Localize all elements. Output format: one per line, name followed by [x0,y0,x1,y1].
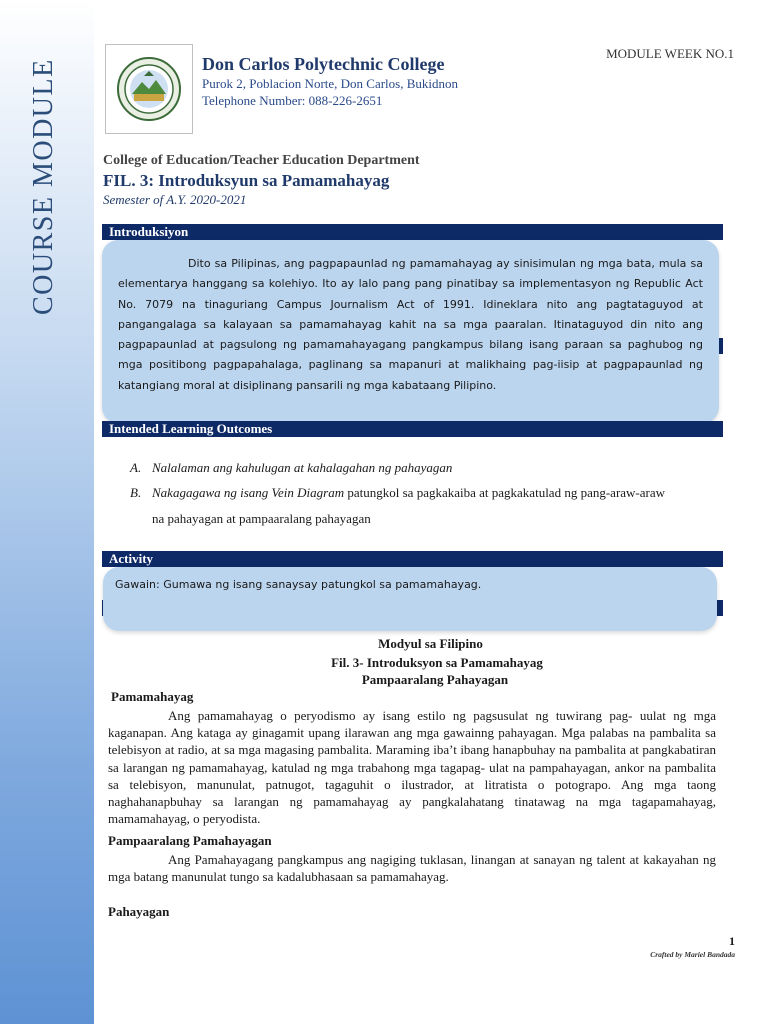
activity-heading-bar [102,551,723,567]
module-subtitle-2: Pampaaralang Pahayagan [361,672,509,687]
section-heading: Pahayagan [108,904,170,919]
section-heading: Pamamahayag [111,689,194,704]
module-title: Modyul sa Filipino [378,636,483,651]
college-seal-icon [116,56,182,122]
credit-line: Crafted by Mariel Bandada [650,950,735,959]
outcomes-heading-bar [102,421,723,437]
outcome-a [130,460,452,476]
college-logo [105,44,193,134]
college-telephone: Telephone Number: 088-226-2651 [202,93,383,108]
section-paragraph: Ang pamamahayag o peryodismo ay isang estilo ng pagsusulat ng tuwirang pag- uulat ng mga kaganapan. Ang kataga ay ginagamit upang ilarawan ang mga gawainng pahayagan. Mga palabas na pambalita sa telebisyon at radio, at sa mga magasing pambalita. Maraming iba’t ibang hanapbuhay na pambalita at pangkabatiran sa larangan ng pamamahayag, katulad ng mga trabahong mga tagapag- ulat na pampahayagan, ankor na pambalita sa telebisyon, manunulat, patnugot, tagaguhit o ilustrador, at litratista o potograpo. Ang mga taong naghahanapbuhay sa larangan ng pamamahayag ay pangkalahatang tinatawag na mga tagapamahayag, mamamahayag, o peryodista. [108,708,716,827]
introduction-heading-bar [102,224,723,240]
outcomes-heading: Intended Learning Outcomes [109,421,273,436]
department: College of Education/Teacher Education Department [103,153,420,168]
introduction-box [102,240,719,423]
activity-text: Gawain: Gumawa ng isang sanaysay patungkol sa pamamahayag. [115,578,482,591]
college-name: Don Carlos Polytechnic College [202,54,445,74]
outcome-text-italic: Nakagagawa ng isang Vein Diagram [152,485,345,500]
introduction-heading: Introduksiyon [109,224,189,239]
course-title: FIL. 3: Introduksyun sa Pamamahayag [103,171,390,190]
outcome-letter: B. [130,485,142,500]
activity-heading: Activity [109,551,154,566]
section-heading: Pampaaralang Pamahayagan [108,833,272,848]
module-week: MODULE WEEK NO.1 [606,46,734,61]
outcome-b [130,485,665,501]
introduction-text: Dito sa Pilipinas, ang pagpapaunlad ng pamamahayag ay sinisimulan ng mga bata, mula sa elementarya hanggang sa kolehiyo. Ito ay lalo pang pang pinatibay sa implementasyon ng Republic Act No. 7079 na tinaguriang Campus Journalism Act of 1991. Idineklara nito ang pagtataguyod at pangangalaga sa kalayaan sa pamamahayag kahit na sa mga paaralan. Itinataguyod din nito ang pagpapaunlad at pagsulong ng pamamahayagang pangkampus bilang isang paraan sa paghubog ng mga positibong pagpapahalaga, paglinang sa mapanuri at malikhaing pag-iisip at pagpapaunlad ng katangiang moral at disiplinang pansarili ng mga kabataang Pilipino. [118,257,703,392]
activity-box [103,567,717,631]
outcome-text: Nalalaman ang kahulugan at kahalagahan ng pahayagan [152,460,453,475]
page-number: 1 [729,934,735,948]
semester: Semester of A.Y. 2020-2021 [103,192,247,207]
outcome-text: patungkol sa pagkakaiba at pagkakatulad ng pang-araw-araw [344,485,666,500]
sidebar [0,0,94,1024]
college-address: Purok 2, Poblacion Norte, Don Carlos, Bukidnon [202,76,459,91]
sidebar-title: COURSE MODULE [28,58,59,315]
outcome-b-continued: na pahayagan at pampaaralang pahayagan [152,511,371,526]
module-subtitle: Fil. 3- Introduksyon sa Pamamahayag [331,655,543,670]
outcome-letter: A. [130,460,142,475]
section-paragraph: Ang Pamahayagang pangkampus ang nagiging tuklasan, linangan at sanayan ng talent at kakayahan ng mga batang manunulat tungo sa kadalubhasaan sa pamamahayag. [108,852,716,885]
